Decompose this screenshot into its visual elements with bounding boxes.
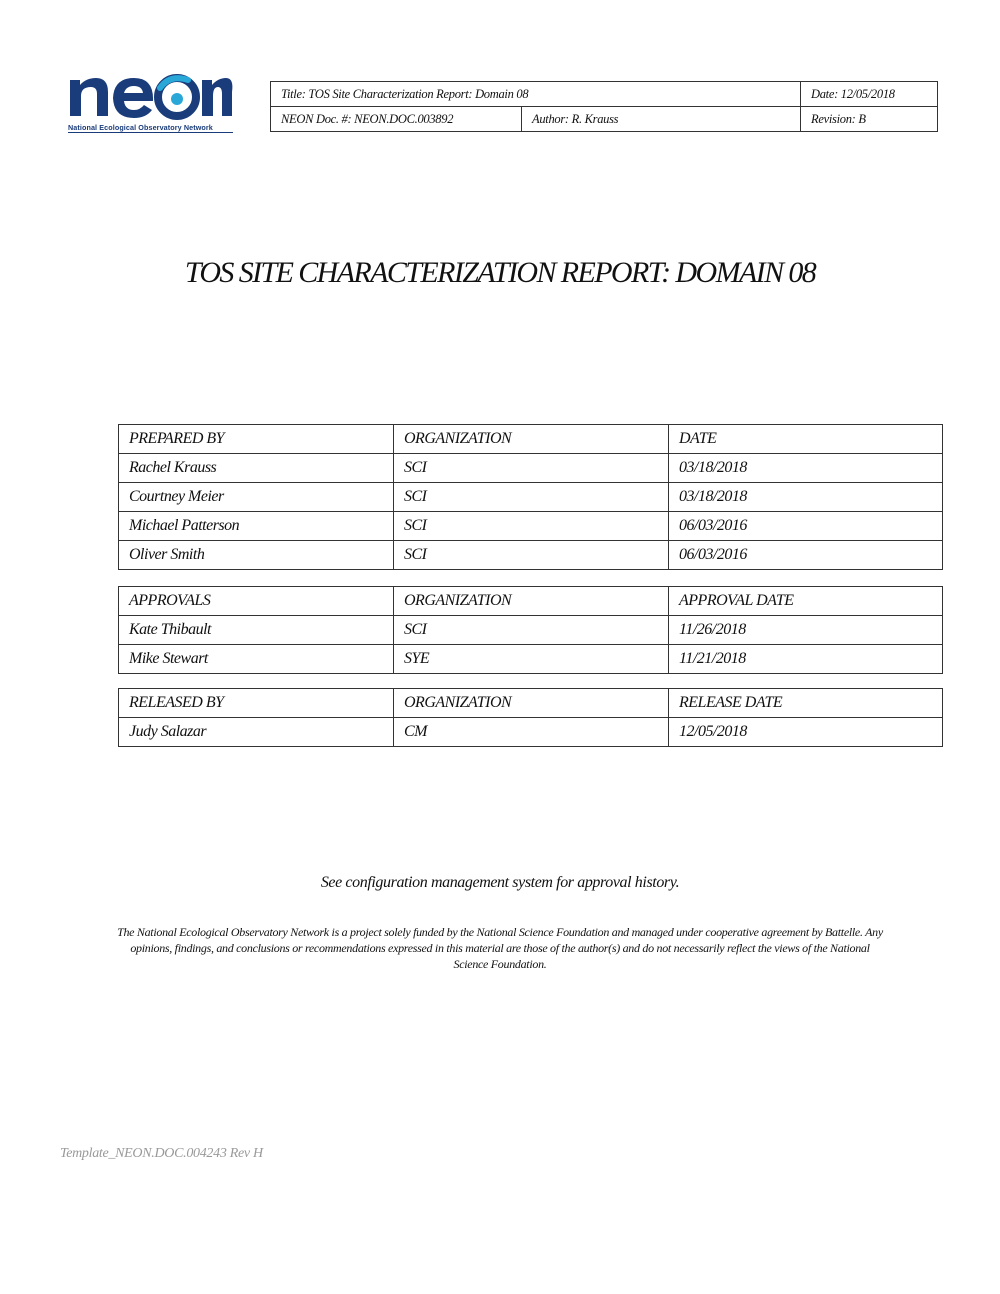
table-row xyxy=(119,512,943,541)
table-cell: Mike Stewart xyxy=(119,645,394,674)
table-row xyxy=(119,616,943,645)
table-row xyxy=(119,541,943,570)
header-doc-number: NEON Doc. #: NEON.DOC.003892 xyxy=(271,107,522,132)
released-by-table xyxy=(118,688,943,747)
logo-underline xyxy=(68,132,233,133)
logo-tagline: National Ecological Observatory Network xyxy=(68,123,213,132)
funding-disclaimer: The National Ecological Observatory Network is a project solely funded by the National Science Foundation and managed under cooperative agreement by Battelle. Any opinions, findings, and conclusions or recommendations expressed in this material are those of the author(s) and do not necessarily reflect the views of the National Science Foundation. xyxy=(117,925,883,971)
table-header-cell: RELEASE DATE xyxy=(669,689,943,718)
prepared-by-table xyxy=(118,424,943,570)
table-row xyxy=(119,718,943,747)
table-header-cell: APPROVALS xyxy=(119,587,394,616)
table-cell: 11/21/2018 xyxy=(669,645,943,674)
table-cell: SCI xyxy=(394,454,669,483)
table-cell: 06/03/2016 xyxy=(669,512,943,541)
table-row xyxy=(119,454,943,483)
header-author: Author: R. Krauss xyxy=(522,107,801,132)
table-cell: SCI xyxy=(394,616,669,645)
table-cell: Oliver Smith xyxy=(119,541,394,570)
table-header-row xyxy=(119,425,943,454)
table-cell: Rachel Krauss xyxy=(119,454,394,483)
neon-logo-mark xyxy=(66,68,234,122)
table-header-cell: ORGANIZATION xyxy=(394,689,669,718)
table-header-cell: APPROVAL DATE xyxy=(669,587,943,616)
table-cell: Judy Salazar xyxy=(119,718,394,747)
approvals-table xyxy=(118,586,943,674)
document-header-table xyxy=(270,81,938,132)
header-title: Title: TOS Site Characterization Report: Domain 08 xyxy=(271,82,801,107)
table-cell: Michael Patterson xyxy=(119,512,394,541)
table-cell: 06/03/2016 xyxy=(669,541,943,570)
approval-history-note: See configuration management system for approval history. xyxy=(320,874,680,891)
table-header-row xyxy=(119,689,943,718)
table-cell: SYE xyxy=(394,645,669,674)
document-title: TOS SITE CHARACTERIZATION REPORT: DOMAIN 08 xyxy=(184,256,816,289)
table-cell: 03/18/2018 xyxy=(669,454,943,483)
table-row xyxy=(119,483,943,512)
header-revision: Revision: B xyxy=(801,107,938,132)
neon-logo xyxy=(66,68,234,138)
table-cell: 03/18/2018 xyxy=(669,483,943,512)
table-cell: CM xyxy=(394,718,669,747)
table-cell: SCI xyxy=(394,512,669,541)
table-row xyxy=(119,645,943,674)
table-cell: SCI xyxy=(394,483,669,512)
table-cell: SCI xyxy=(394,541,669,570)
table-cell: 11/26/2018 xyxy=(669,616,943,645)
table-cell: Courtney Meier xyxy=(119,483,394,512)
table-header-cell: ORGANIZATION xyxy=(394,425,669,454)
table-cell: Kate Thibault xyxy=(119,616,394,645)
header-date: Date: 12/05/2018 xyxy=(801,82,938,107)
table-header-cell: RELEASED BY xyxy=(119,689,394,718)
table-header-row xyxy=(119,587,943,616)
template-footer: Template_NEON.DOC.004243 Rev H xyxy=(60,1146,263,1161)
table-header-cell: PREPARED BY xyxy=(119,425,394,454)
table-cell: 12/05/2018 xyxy=(669,718,943,747)
table-header-cell: DATE xyxy=(669,425,943,454)
table-header-cell: ORGANIZATION xyxy=(394,587,669,616)
